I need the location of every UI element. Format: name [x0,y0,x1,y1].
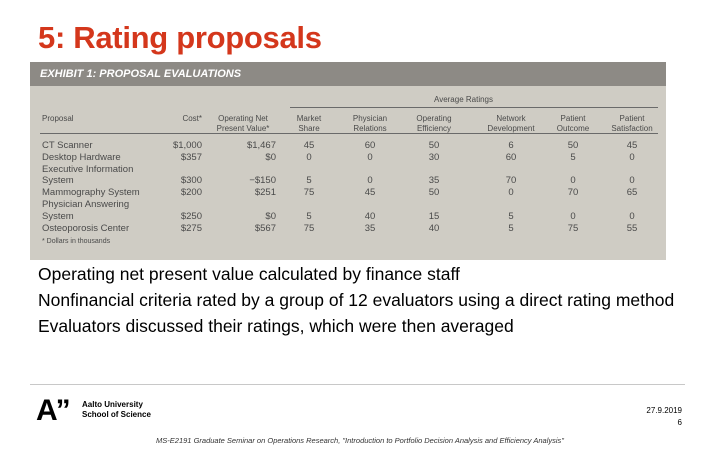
table-cell-proposal: System [42,175,74,187]
table-cell-proposal: Executive Information [42,163,134,175]
table-cell-oe: 50 [428,140,440,151]
exhibit-title: EXHIBIT 1: PROPOSAL EVALUATIONS [40,68,242,80]
average-ratings-header: Average Ratings [434,95,493,104]
table-cell-cost: $357 [180,151,202,163]
table-cell-cost: $275 [180,222,202,234]
table-cell-pr: 0 [367,175,373,187]
table-cell-ps: 45 [626,140,638,151]
header-patient-satisfaction: Patient Satisfaction [611,114,653,133]
table-cell-po: 50 [567,140,579,151]
bullet-item: Operating net present value calculated by finance staff [38,264,460,284]
table-cell-oe: 35 [428,175,440,187]
table-cell-ms: 5 [306,175,312,187]
table-cell-proposal: Physician Answering [42,199,130,210]
table-cell-pr: 45 [364,187,376,199]
table-cell-nd: 70 [505,175,517,187]
header-operating-efficiency: Operating Efficiency [416,114,452,133]
table-cell-oe: 40 [428,222,440,234]
table-cell-nd: 5 [508,210,514,222]
table-cell-ps: 55 [626,222,638,234]
table-cell-ps: 0 [629,210,635,222]
table-cell-oe: 15 [428,210,440,222]
table-cell-po: 70 [567,187,579,199]
table-cell-ms: 5 [306,210,312,222]
table-cell-po: 5 [570,151,576,163]
header-proposal: Proposal [42,114,74,123]
table-cell-proposal: Osteoporosis Center [42,222,130,234]
table-cell-ps: 0 [629,151,635,163]
table-cell-cost: $200 [180,187,202,199]
table-cell-npv: $567 [254,222,276,234]
table-cell-pr: 40 [364,210,376,222]
bullet-item: Evaluators discussed their ratings, which were then averaged [38,316,514,336]
header-patient-outcome: Patient Outcome [556,114,590,133]
table-cell-ms: 45 [303,140,315,151]
table-cell-npv: $0 [265,210,276,222]
table-cell-proposal: Desktop Hardware [42,151,121,163]
header-npv: Operating Net Present Value* [216,114,270,133]
table-cell-cost: $250 [180,210,202,222]
bullet-item: Nonfinancial criteria rated by a group of 12 evaluators using a direct rating method [38,290,675,310]
table-cell-proposal: CT Scanner [42,140,93,151]
slide-date: 27.9.2019 [646,406,682,415]
table-cell-po: 75 [567,222,579,234]
bullet-list [38,262,698,340]
table-cell-proposal: Mammography System [42,187,140,199]
table-cell-pr: 35 [364,222,376,234]
exhibit-header-bar [30,62,666,86]
logo-line-school: School of Science [82,410,151,419]
table-cell-npv: $1,467 [246,140,276,151]
table-cell-ms: 75 [303,222,315,234]
aalto-logo-mark: A” [36,394,69,427]
footer-divider [30,384,685,385]
table-cell-proposal: System [42,210,74,222]
average-ratings-rule [290,107,658,108]
table-cell-pr: 60 [364,140,376,151]
page-number: 6 [677,418,682,427]
table-cell-po: 0 [570,175,576,187]
table-cell-npv: $251 [254,187,276,199]
exhibit-image [30,62,666,260]
table-cell-ms: 0 [306,151,312,163]
table-cell-ms: 75 [303,187,315,199]
table-cell-nd: 60 [505,151,517,163]
header-physician-relations: Physician Relations [352,114,388,133]
table-cell-po: 0 [570,210,576,222]
footnote: * Dollars in thousands [42,238,111,245]
aalto-logo-text [82,400,151,420]
header-cost: Cost* [182,114,202,123]
table-cell-nd: 5 [508,222,514,234]
footer-course-text: MS-E2191 Graduate Seminar on Operations Research, "Introduction to Portfolio Decision Analysis and Efficiency Analysis" [156,436,564,445]
logo-line-university: Aalto University [82,400,143,409]
table-cell-oe: 30 [428,151,440,163]
table-cell-npv: −$150 [249,175,276,187]
header-network-development: Network Development [487,114,535,133]
header-market-share: Market Share [296,114,322,133]
aalto-logo [36,394,69,428]
table-cell-nd: 0 [508,187,514,199]
table-cell-npv: $0 [265,151,276,163]
table-cell-nd: 6 [508,140,514,151]
table-cell-cost: $300 [180,175,202,187]
header-rule [40,133,658,134]
slide-title: 5: Rating proposals [38,20,322,55]
table-cell-cost: $1,000 [172,140,202,151]
table-cell-ps: 65 [626,187,638,199]
table-cell-oe: 50 [428,187,440,199]
table-cell-ps: 0 [629,175,635,187]
table-cell-pr: 0 [367,151,373,163]
